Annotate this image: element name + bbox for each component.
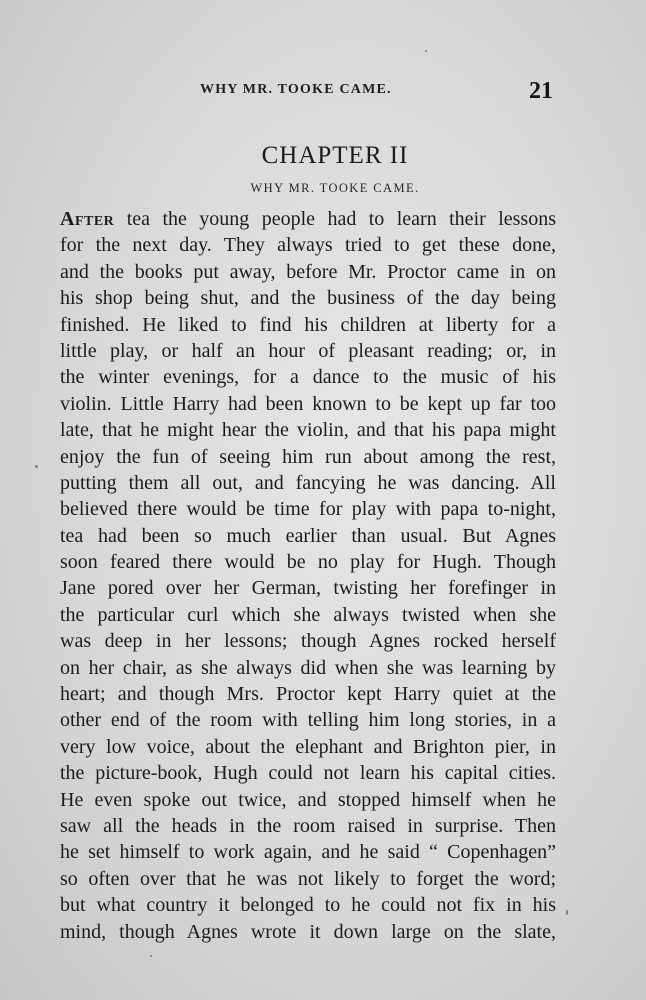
text-line: the winter evenings, for a dance to the music of his bbox=[60, 366, 556, 389]
paper-speck bbox=[425, 50, 427, 52]
running-title: WHY MR. TOOKE CAME. bbox=[200, 82, 392, 97]
text-line: He even spoke out twice, and stopped himself when he bbox=[60, 788, 556, 811]
text-line: the particular curl which she always twisted when she bbox=[60, 603, 556, 626]
paper-speck bbox=[35, 465, 38, 468]
text-line: mind, though Agnes wrote it down large on the slate, bbox=[60, 920, 556, 943]
text-line: violin. Little Harry had been known to be kept up far too bbox=[60, 392, 556, 415]
chapter-subtitle: WHY MR. TOOKE CAME. bbox=[250, 181, 420, 195]
text-line: very low voice, about the elephant and Brighton pier, in bbox=[60, 735, 556, 758]
text-line: heart; and though Mrs. Proctor kept Harry quiet at the bbox=[60, 683, 556, 706]
text-line bbox=[60, 206, 556, 232]
text-line: other end of the room with telling him long stories, in a bbox=[60, 709, 556, 732]
text-line: tea had been so much earlier than usual. But Agnes bbox=[60, 524, 556, 547]
text-line: on her chair, as she always did when she was learning by bbox=[60, 656, 556, 679]
chapter-title: CHAPTER II bbox=[261, 142, 409, 169]
text-line: was deep in her lessons; though Agnes rocked herself bbox=[60, 630, 556, 653]
paper-speck bbox=[150, 955, 152, 957]
running-head bbox=[0, 78, 646, 108]
text-line: so often over that he was not likely to forget the word; bbox=[60, 867, 556, 890]
text-line: believed there would be time for play with papa to-night, bbox=[60, 498, 556, 521]
body-text bbox=[60, 206, 556, 945]
text-line: but what country it belonged to he could not fix in his bbox=[60, 894, 556, 917]
drop-word: After bbox=[60, 208, 115, 230]
text-line: putting them all out, and fancying he was dancing. All bbox=[60, 471, 556, 494]
text-line: soon feared there would be no play for Hugh. Though bbox=[60, 551, 556, 574]
text-line: late, that he might hear the violin, and that his papa might bbox=[60, 419, 556, 442]
text-line: his shop being shut, and the business of the day being bbox=[60, 287, 556, 310]
text-line: the picture-book, Hugh could not learn his capital cities. bbox=[60, 762, 556, 785]
text-line: Jane pored over her German, twisting her forefinger in bbox=[60, 577, 556, 600]
text-line: he set himself to work again, and he said “ Copenhagen” bbox=[60, 841, 556, 864]
text-line: little play, or half an hour of pleasant reading; or, in bbox=[60, 339, 556, 362]
text-line: enjoy the fun of seeing him run about among the rest, bbox=[60, 445, 556, 468]
paper-speck bbox=[566, 910, 568, 915]
text-line: for the next day. They always tried to get these done, bbox=[60, 234, 556, 257]
first-line-rest: tea the young people had to learn their lessons bbox=[114, 208, 556, 230]
text-line: and the books put away, before Mr. Proctor came in on bbox=[60, 260, 556, 283]
text-line: finished. He liked to find his children at liberty for a bbox=[60, 313, 556, 336]
text-line: saw all the heads in the room raised in surprise. Then bbox=[60, 814, 556, 837]
page-number: 21 bbox=[529, 78, 553, 104]
